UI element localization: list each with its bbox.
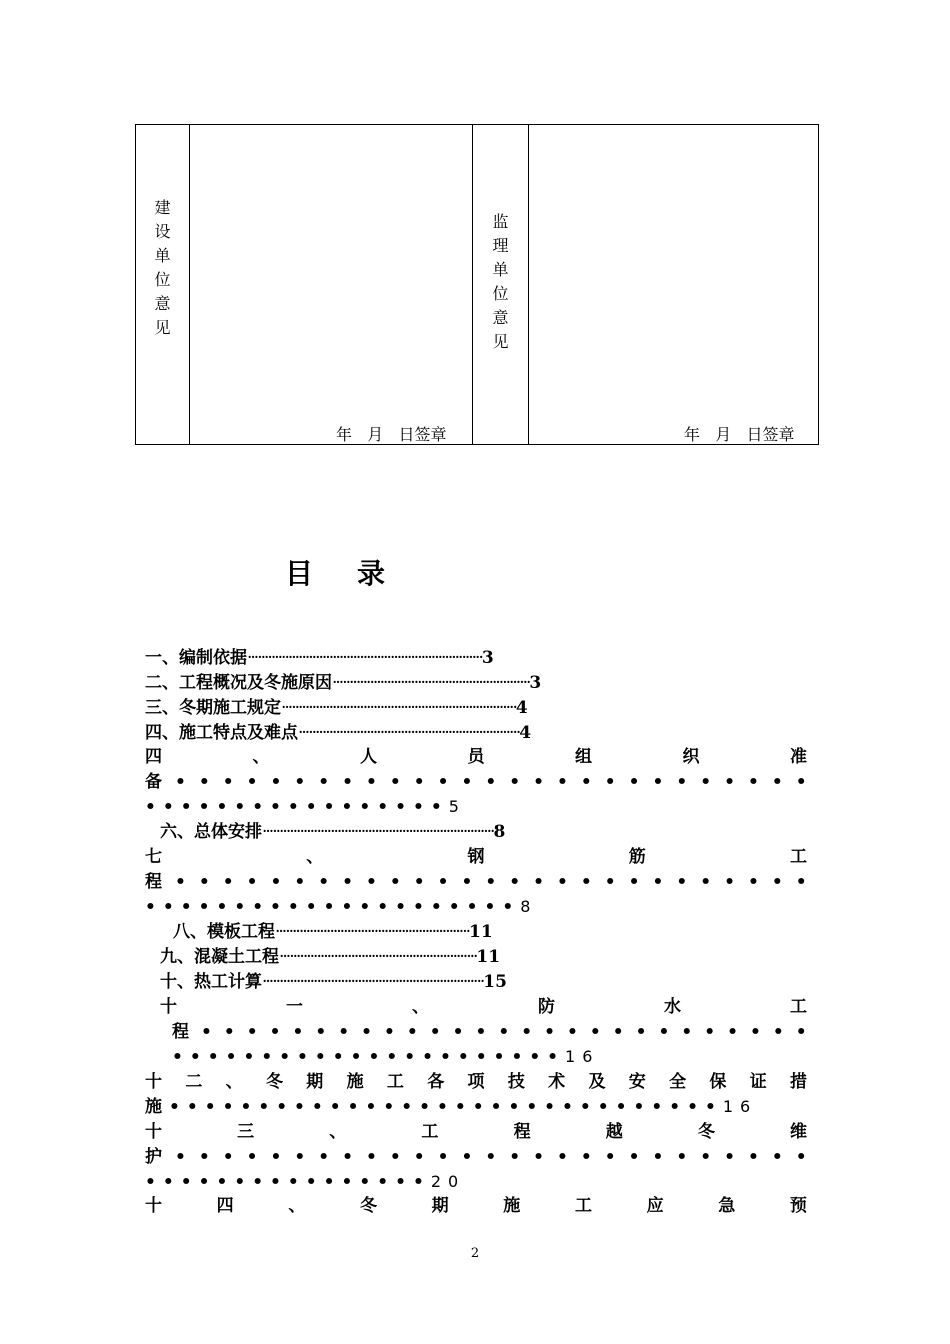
toc-entry: 二、工程概况及冬施原因··························································3 xyxy=(145,673,542,693)
toc-entry-leader: 备 • • • • • • • • • • • • • • • • • • • • • • • • • • • xyxy=(145,772,807,792)
toc-entry-leader: ••••••••••••••••••••••16 xyxy=(172,1047,600,1067)
toc-entry-leader: •••••••••••••••••••••8 xyxy=(145,897,538,917)
toc-entry: 三、冬期施工规定·····································································4 xyxy=(145,698,528,718)
toc-entry-justified: 十 一 、 防 水 工 xyxy=(160,997,807,1017)
toc-entry-leader: 施•••••••••••••••••••••••••••••••16 xyxy=(145,1097,758,1117)
toc-entry-leader: •••••••••••••••••5 xyxy=(145,797,466,817)
toc-entry-leader: 程 • • • • • • • • • • • • • • • • • • • • • • • • • • • xyxy=(145,872,807,892)
construction-unit-signature: 年 月 日签章 xyxy=(336,425,447,444)
toc-entry: 十、热工计算·································································15 xyxy=(160,972,507,992)
toc-title: 目录 xyxy=(285,557,430,590)
toc-entry-justified: 十 四 、 冬 期 施 工 应 急 预 xyxy=(145,1196,807,1216)
toc-entry-leader: 护 • • • • • • • • • • • • • • • • • • • • • • • • • • • xyxy=(145,1147,807,1167)
toc-entry: 四、施工特点及难点·································································4 xyxy=(145,723,532,743)
approval-table xyxy=(135,124,819,445)
toc-entry-justified: 四 、 人 员 组 织 准 xyxy=(145,747,807,767)
toc-entry-justified: 十 三 、 工 程 越 冬 维 xyxy=(145,1122,807,1142)
toc-entry: 八、模板工程·························································11 xyxy=(173,922,493,942)
supervision-unit-signature: 年 月 日签章 xyxy=(684,425,795,444)
supervision-unit-label: 监理单位意见 xyxy=(490,213,509,357)
toc-entry-justified: 十 二 、 冬 期 施 工 各 项 技 术 及 安 全 保 证 措 xyxy=(145,1072,807,1092)
table-divider xyxy=(528,125,529,444)
construction-unit-label: 建设单位意见 xyxy=(152,199,171,343)
toc-entry-leader: ••••••••••••••••20 xyxy=(145,1172,466,1192)
toc-entry: 九、混凝土工程··························································11 xyxy=(160,947,501,967)
table-divider xyxy=(189,125,190,444)
toc-entry-leader: 程 • • • • • • • • • • • • • • • • • • • • • • • • • • • xyxy=(172,1022,807,1042)
toc-entry: 一、编制依据·····································································3 xyxy=(145,648,494,668)
page-number: 2 xyxy=(470,1246,480,1261)
toc-entry: 六、总体安排····································································8 xyxy=(160,822,506,842)
toc-entry-justified: 七 、 钢 筋 工 xyxy=(145,847,807,867)
table-divider xyxy=(472,125,473,444)
